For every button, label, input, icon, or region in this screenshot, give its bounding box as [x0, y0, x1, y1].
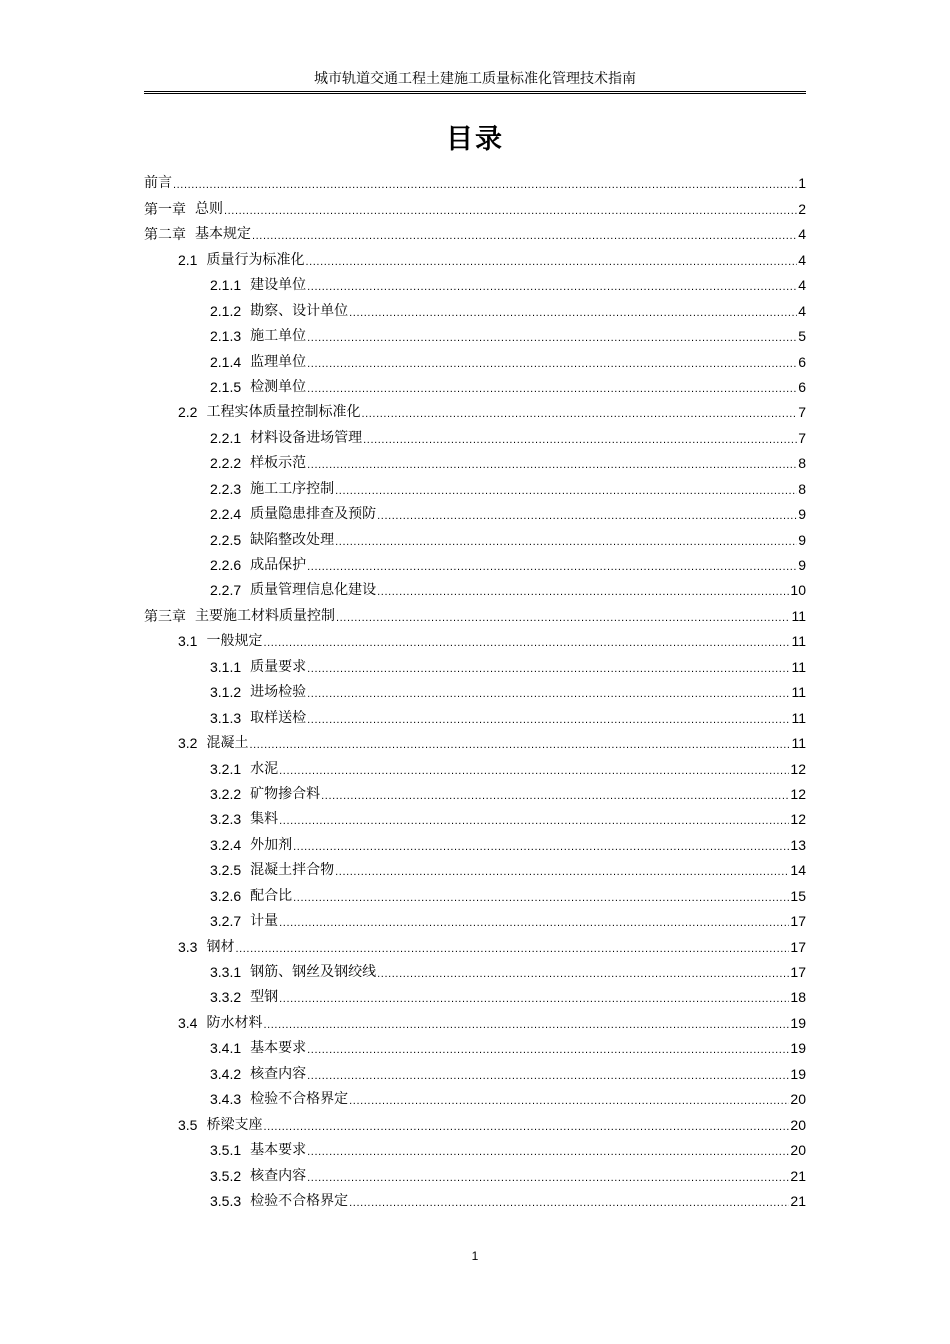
- toc-entry-title: 勘察、设计单位: [250, 302, 349, 319]
- toc-entry-page: 13: [790, 836, 806, 853]
- toc-entry-page: 17: [790, 913, 806, 930]
- toc-entry-number: 2.2.2: [210, 455, 242, 472]
- toc-entry[interactable]: [144, 399, 806, 424]
- toc-entry-title: 检测单位: [250, 378, 307, 395]
- toc-dot-leader: [361, 407, 797, 421]
- toc-entry-number: 2.1.1: [210, 277, 242, 294]
- toc-entry-title: 进场检验: [250, 684, 307, 701]
- toc-entry-page: 15: [790, 887, 806, 904]
- toc-entry-number: 2.2: [178, 404, 198, 421]
- toc-entry-page: 4: [798, 226, 806, 243]
- toc-entry-title: 水泥: [250, 760, 279, 777]
- toc-entry-number: 2.1: [178, 251, 198, 268]
- toc-dot-leader: [377, 585, 789, 599]
- toc-entry-number: 2.2.6: [210, 557, 242, 573]
- toc-entry-number: 3.2.7: [210, 913, 242, 930]
- toc-dot-leader: [252, 229, 797, 243]
- toc-entry-title: 桥梁支座: [206, 1116, 263, 1133]
- toc-entry-title: 混凝土: [206, 735, 249, 752]
- toc-entry-page: 11: [791, 709, 806, 726]
- toc-entry[interactable]: [144, 195, 806, 220]
- toc-entry-title: 缺陷整改处理: [250, 531, 335, 548]
- toc-entry-title: 前言: [144, 175, 172, 192]
- toc-dot-leader: [173, 178, 797, 192]
- page-number: 1: [471, 1249, 479, 1263]
- toc-entry-number: 3.2.3: [210, 811, 242, 828]
- toc-entry-number: 第三章: [144, 607, 186, 624]
- toc-entry-page: 11: [791, 735, 806, 752]
- toc-entry-title: 混凝土拌合物: [250, 862, 335, 879]
- toc-entry-page: 11: [791, 658, 806, 675]
- toc-entry-page: 11: [791, 684, 806, 701]
- toc-entry-page: 10: [790, 582, 806, 599]
- toc-entry[interactable]: [144, 1188, 806, 1213]
- toc-title: 目录: [446, 124, 504, 155]
- toc-entry-page: 1: [798, 175, 806, 192]
- toc-entry-page: 19: [790, 1014, 806, 1031]
- toc-entry-page: 2: [798, 200, 806, 217]
- toc-dot-leader: [307, 1069, 789, 1083]
- toc-entry-page: 19: [790, 1040, 806, 1057]
- toc-entry[interactable]: [144, 501, 806, 526]
- toc-dot-leader: [235, 942, 789, 956]
- toc-entry-title: 材料设备进场管理: [250, 429, 363, 446]
- toc-entry-number: 2.1.2: [210, 302, 242, 319]
- toc-dot-leader: [307, 458, 797, 472]
- toc-entry-title: 型钢: [250, 989, 279, 1006]
- toc-entry[interactable]: [144, 908, 806, 933]
- toc-entry-title: 建设单位: [250, 277, 307, 294]
- toc-dot-leader: [307, 687, 790, 701]
- toc-entry[interactable]: [144, 475, 806, 500]
- toc-dot-leader: [307, 1171, 789, 1185]
- toc-dot-leader: [249, 738, 790, 752]
- toc-entry-title: 配合比: [250, 887, 293, 904]
- toc-entry[interactable]: [144, 1086, 806, 1111]
- running-header: 城市轨道交通工程土建施工质量标准化管理技术指南: [314, 71, 636, 87]
- toc-entry-number: 2.2.4: [210, 506, 242, 523]
- toc-entry[interactable]: [144, 221, 806, 246]
- toc-entry-page: 11: [791, 633, 806, 650]
- toc-entry[interactable]: [144, 730, 806, 755]
- toc-entry-number: 3.2.1: [210, 760, 242, 777]
- toc-entry-number: 3.1.1: [210, 658, 242, 675]
- toc-dot-leader: [307, 1043, 789, 1057]
- toc-dot-leader: [307, 1145, 789, 1159]
- toc-dot-leader: [335, 484, 797, 498]
- toc-dot-leader: [279, 916, 789, 930]
- toc-dot-leader: [321, 789, 789, 803]
- toc-entry[interactable]: [144, 933, 806, 958]
- toc-entry-title: 钢筋、钢丝及钢绞线: [250, 964, 377, 980]
- toc-entry-page: 11: [791, 607, 806, 624]
- toc-entry-title: 计量: [250, 913, 279, 930]
- toc-entry-number: 3.5.3: [210, 1192, 242, 1209]
- toc-dot-leader: [293, 840, 789, 854]
- toc-entry-page: 12: [790, 760, 806, 777]
- toc-dot-leader: [377, 509, 797, 523]
- toc-entry[interactable]: [144, 424, 806, 449]
- toc-entry-number: 3.2.4: [210, 836, 242, 853]
- toc-entry[interactable]: [144, 806, 806, 831]
- toc-dot-leader: [336, 611, 790, 625]
- toc-entry-number: 2.2.3: [210, 480, 242, 497]
- toc-dot-leader: [307, 713, 790, 727]
- toc-entry[interactable]: [144, 857, 806, 882]
- toc-entry-title: 一般规定: [206, 633, 263, 650]
- toc-entry[interactable]: [144, 297, 806, 322]
- toc-entry[interactable]: [144, 1035, 806, 1060]
- toc-entry-page: 17: [790, 938, 806, 955]
- toc-dot-leader: [363, 433, 797, 447]
- toc-dot-leader: [349, 1094, 789, 1108]
- toc-entry-page: 4: [798, 302, 806, 319]
- toc-dot-leader: [263, 1018, 789, 1032]
- toc-entry-title: 外加剂: [250, 836, 293, 853]
- toc-entry-page: 12: [790, 811, 806, 828]
- toc-entry-title: 基本规定: [195, 226, 251, 243]
- toc-entry[interactable]: [144, 323, 806, 348]
- toc-entry-number: 3.3.2: [210, 989, 242, 1006]
- toc-dot-leader: [263, 1120, 789, 1134]
- toc-entry-page: 7: [798, 429, 806, 446]
- toc-entry-title: 质量要求: [250, 658, 307, 675]
- toc-entry-title: 核查内容: [250, 1167, 307, 1184]
- toc-entry-page: 19: [790, 1065, 806, 1082]
- toc-entry-title: 质量行为标准化: [206, 251, 305, 268]
- toc-entry-number: 第二章: [144, 226, 186, 243]
- toc-entry[interactable]: [144, 170, 806, 195]
- toc-entry-number: 3.4.1: [210, 1040, 242, 1057]
- toc-entry-page: 6: [798, 353, 806, 370]
- toc-entry-number: 3.4.3: [210, 1091, 242, 1108]
- toc-entry-page: 20: [790, 1116, 806, 1133]
- toc-dot-leader: [305, 255, 797, 269]
- toc-entry-number: 第一章: [144, 200, 186, 217]
- toc-entry-title: 检验不合格界定: [250, 1192, 349, 1209]
- toc-entry-title: 基本要求: [250, 1040, 307, 1057]
- toc-entry[interactable]: [144, 653, 806, 678]
- toc-entry-title: 样板示范: [250, 455, 307, 472]
- toc-entry[interactable]: [144, 552, 806, 577]
- toc-dot-leader: [335, 535, 797, 549]
- toc-entry[interactable]: [144, 602, 806, 627]
- toc-dot-leader: [263, 636, 790, 650]
- toc-dot-leader: [279, 764, 789, 778]
- toc-entry-number: 2.2.7: [210, 582, 242, 599]
- toc-dot-leader: [335, 865, 789, 879]
- toc-entry-number: 3.1.2: [210, 684, 242, 701]
- toc-entry-title: 钢材: [206, 938, 235, 955]
- toc-entry-title: 主要施工材料质量控制: [195, 607, 335, 624]
- toc-entry-page: 6: [798, 378, 806, 395]
- toc-entry-page: 8: [798, 455, 806, 472]
- toc-entry[interactable]: [144, 755, 806, 780]
- toc-entry[interactable]: [144, 831, 806, 856]
- table-of-contents: [144, 170, 806, 1213]
- toc-entry[interactable]: [144, 1060, 806, 1085]
- toc-entry-number: 3.1: [178, 633, 198, 650]
- toc-entry-number: 3.5.1: [210, 1142, 242, 1159]
- toc-dot-leader: [279, 814, 789, 828]
- toc-entry-page: 18: [790, 989, 806, 1006]
- toc-entry-number: 3.3.1: [210, 964, 242, 980]
- toc-dot-leader: [307, 662, 790, 676]
- toc-entry[interactable]: [144, 704, 806, 729]
- toc-entry-number: 3.4.2: [210, 1065, 242, 1082]
- toc-entry[interactable]: [144, 348, 806, 373]
- toc-entry-page: 9: [798, 557, 806, 573]
- toc-entry[interactable]: [144, 246, 806, 271]
- toc-entry[interactable]: [144, 628, 806, 653]
- toc-entry-page: 8: [798, 480, 806, 497]
- toc-entry-page: 17: [790, 964, 806, 980]
- toc-entry-title: 工程实体质量控制标准化: [206, 404, 361, 421]
- toc-entry-number: 3.5: [178, 1116, 198, 1133]
- toc-entry-title: 检验不合格界定: [250, 1091, 349, 1108]
- toc-entry[interactable]: [144, 781, 806, 806]
- toc-entry-title: 集料: [250, 811, 279, 828]
- toc-dot-leader: [307, 357, 797, 371]
- toc-entry-title: 质量隐患排查及预防: [250, 506, 377, 523]
- toc-entry-title: 核查内容: [250, 1065, 307, 1082]
- toc-entry[interactable]: [144, 959, 806, 984]
- toc-entry-number: 3.2.6: [210, 887, 242, 904]
- toc-entry-title: 施工工序控制: [250, 480, 335, 497]
- toc-entry-title: 基本要求: [250, 1142, 307, 1159]
- toc-entry[interactable]: [144, 577, 806, 602]
- toc-dot-leader: [377, 967, 789, 981]
- toc-entry[interactable]: [144, 1162, 806, 1187]
- toc-entry-page: 5: [798, 328, 806, 345]
- toc-dot-leader: [293, 891, 789, 905]
- toc-entry-number: 3.2: [178, 735, 198, 752]
- toc-entry-number: 3.1.3: [210, 709, 242, 726]
- toc-entry-page: 9: [798, 506, 806, 523]
- toc-entry[interactable]: [144, 450, 806, 475]
- toc-entry-title: 成品保护: [250, 557, 307, 573]
- header-rule: [144, 91, 806, 94]
- toc-entry-page: 7: [798, 404, 806, 421]
- toc-dot-leader: [279, 992, 789, 1006]
- toc-entry[interactable]: [144, 1137, 806, 1162]
- toc-entry-title: 质量管理信息化建设: [250, 582, 377, 599]
- toc-entry-page: 21: [790, 1192, 806, 1209]
- toc-entry-title: 监理单位: [250, 353, 307, 370]
- toc-entry-number: 3.2.5: [210, 862, 242, 879]
- toc-entry-page: 14: [790, 862, 806, 879]
- toc-entry[interactable]: [144, 1009, 806, 1034]
- toc-dot-leader: [307, 331, 797, 345]
- toc-entry-number: 3.2.2: [210, 785, 242, 802]
- toc-entry-number: 2.1.5: [210, 378, 242, 395]
- toc-dot-leader: [307, 560, 797, 574]
- toc-entry-number: 2.2.5: [210, 531, 242, 548]
- toc-entry[interactable]: [144, 374, 806, 399]
- toc-entry[interactable]: [144, 984, 806, 1009]
- toc-dot-leader: [349, 306, 797, 320]
- toc-entry-title: 总则: [195, 200, 223, 217]
- toc-entry-number: 3.4: [178, 1014, 198, 1031]
- toc-entry-number: 2.1.4: [210, 353, 242, 370]
- toc-dot-leader: [349, 1196, 789, 1210]
- toc-entry[interactable]: [144, 1111, 806, 1136]
- toc-entry[interactable]: [144, 882, 806, 907]
- toc-entry-page: 9: [798, 531, 806, 548]
- toc-entry-page: 21: [790, 1167, 806, 1184]
- toc-entry[interactable]: [144, 679, 806, 704]
- toc-entry-title: 取样送检: [250, 709, 307, 726]
- toc-entry-page: 4: [798, 277, 806, 294]
- toc-dot-leader: [224, 204, 797, 218]
- toc-entry[interactable]: [144, 272, 806, 297]
- toc-entry-page: 20: [790, 1091, 806, 1108]
- toc-entry[interactable]: [144, 526, 806, 551]
- toc-entry-page: 12: [790, 785, 806, 802]
- toc-entry-title: 矿物掺合料: [250, 785, 321, 802]
- toc-entry-number: 3.3: [178, 938, 198, 955]
- toc-entry-title: 防水材料: [206, 1014, 263, 1031]
- toc-entry-page: 20: [790, 1142, 806, 1159]
- toc-dot-leader: [307, 382, 797, 396]
- toc-entry-number: 3.5.2: [210, 1167, 242, 1184]
- toc-entry-number: 2.1.3: [210, 328, 242, 345]
- toc-entry-page: 4: [798, 251, 806, 268]
- toc-entry-number: 2.2.1: [210, 429, 242, 446]
- toc-dot-leader: [307, 280, 797, 294]
- toc-entry-title: 施工单位: [250, 328, 307, 345]
